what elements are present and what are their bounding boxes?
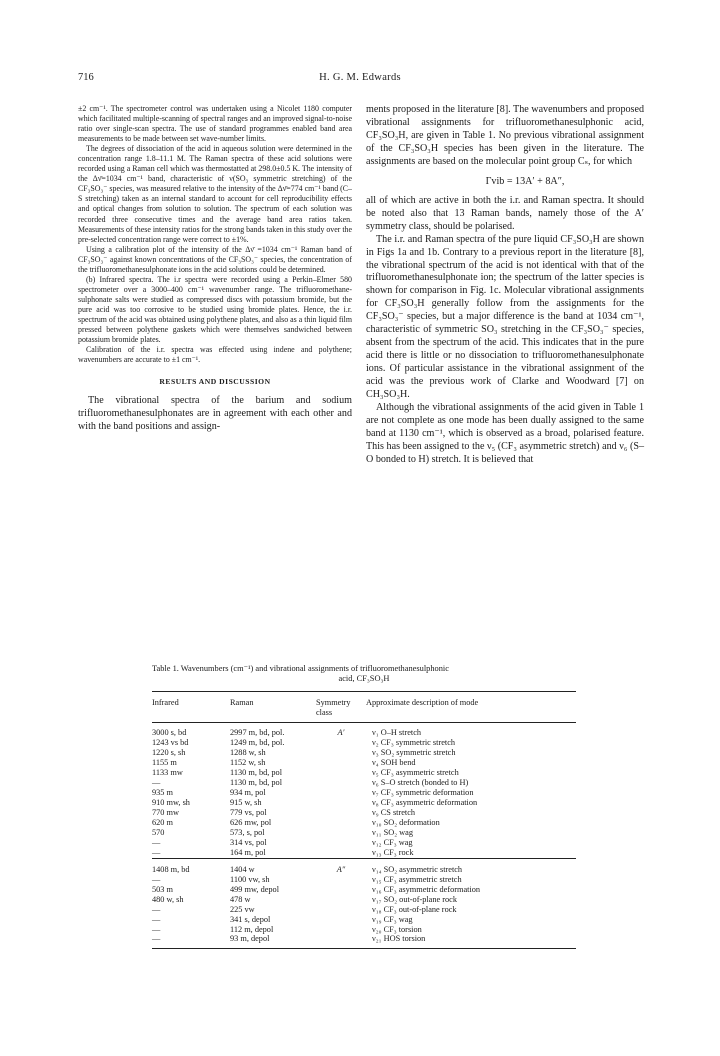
infrared-cell: — [152,904,161,914]
table-row [152,748,576,758]
infrared-cell: 1133 mw [152,768,183,778]
infrared-cell: 1220 s, sh [152,748,186,758]
table-1 [152,664,576,949]
table-row [152,915,576,925]
raman-cell: 626 mw, pol [230,817,272,827]
symmetry-cell [316,934,366,948]
paragraph: all of which are active in both the i.r. and Raman spectra. It should be noted also that 13 Raman bands, namely those of the A′ symmetry class, should be polarised. [366,194,644,232]
table-row [152,838,576,848]
raman-cell: 2997 m, bd, pol. [230,728,285,738]
caption-line: acid, CF₃SO₃H [338,674,390,684]
paragraph: The degrees of dissociation of the acid in aqueous solution were determined in the concentration range 1.8–11.1 M. The Raman spectra of these acid solutions were recorded using a Raman cell which was thermostatted at 298.0±0.5 K. The intensity of the Δν̄=1034 cm⁻¹ band, characteristic of ν(SO₃ symmetric stretching) of the CF₃SO₃⁻ species, was measured relative to the intensity of the Δν̄=774 cm⁻¹ band (C–S stretching) taken as an internal standard to account for cell reproducibility effects and optical changes from solution to solution. The spectrum of each solution was recorded three consecutive times and the average band area ratios taken. Measurements of these intensity ratios for the strong bands taken in this study over the pre-selected concentration range were correct to ±1%. [78,144,352,244]
symmetry-cell [316,875,366,885]
mode-cell: ν₃ SO₂ symmetric stretch [372,748,456,758]
table-group-a-prime [152,723,576,858]
table-caption [152,664,576,685]
mode-cell: ν₁₁ SO₂ wag [372,827,414,837]
column-header: Raman [230,697,254,707]
paragraph: The i.r. and Raman spectra of the pure liquid CF₃SO₃H are shown in Figs 1a and 1b. Contrary to a previous report in the literature [8], the vibrational spectrum of the acid is not identical with that of the trifluoromethanesulphonate ion; the spectrum of the latter species is shown for comparison in Fig. 1c. Molecular vibrational assignments for CF₃SO₃H generally follow from the assignments for the CF₃SO₃⁻ species, but a major difference is the band at 1034 cm⁻¹, characteristic of symmetric SO₃ stretching in the CF₃SO₃⁻ species, absent from the spectrum of the acid. This indicates that in the pure acid there is little or no dissociation to trifluoromethanesulphonate ions. Of particular assistance in the vibrational assignment of the acid was the previous work of Clarke and Woodward [7] on CH₃SO₃H. [366,233,644,401]
mode-cell: ν₁₈ CF₃ out-of-plane rock [372,904,457,914]
symmetry-cell [316,828,366,838]
mode-cell: ν₇ CF₃ symmetric deformation [372,788,474,798]
raman-cell: 225 vw [230,904,255,914]
symmetry-cell [316,798,366,808]
running-head: H. G. M. Edwards [319,72,401,83]
mode-cell: ν₁ O–H stretch [372,728,422,738]
infrared-cell: — [152,924,161,934]
raman-cell: 93 m, depol [230,934,270,944]
raman-cell: 779 vs, pol [230,808,267,818]
infrared-cell: 910 mw, sh [152,798,190,808]
infrared-cell: 480 w, sh [152,894,184,904]
symmetry-cell [316,838,366,848]
infrared-cell: — [152,778,161,788]
infrared-cell: — [152,847,161,857]
raman-cell: 1100 vw, sh [230,874,270,884]
table-row [152,808,576,818]
symmetry-cell [316,895,366,905]
mode-cell: ν₂₁ HOS torsion [372,934,426,944]
raman-cell: 164 m, pol [230,847,266,857]
raman-cell: 1288 w, sh [230,748,266,758]
paragraph: Calibration of the i.r. spectra was effected using indene and polythene; wavenumbers are accurate to ±1 cm⁻¹. [78,345,352,365]
table-group-a-double-prime [152,858,576,949]
raman-cell: 478 w [230,894,251,904]
table-row [152,768,576,778]
table-row [152,848,576,858]
mode-cell: ν₂₀ CF₃ torsion [372,924,422,934]
infrared-cell: 503 m [152,884,173,894]
raman-cell: 934 m, pol [230,788,266,798]
raman-cell: 314 vs, pol [230,837,267,847]
mode-cell: ν₁₄ SO₂ asymmetric stretch [372,864,463,874]
table-row [152,788,576,798]
paragraph: Although the vibrational assignments of the acid given in Table 1 are not complete as one mode has been dually assigned to the same band at 1130 cm⁻¹, which is observed as a broad, polarised feature. This has been assigned to the ν₅ (CF₃ asymmetric stretch) and ν₆ (S–O bonded to H) stretch. It is believed that [366,402,644,465]
mode-cell: ν₂ CF₃ symmetric stretch [372,738,456,748]
raman-cell: 915 w, sh [230,798,262,808]
symmetry-cell [316,748,366,758]
mode-cell: ν₈ CF₃ asymmetric deformation [372,798,478,808]
raman-cell: 1130 m, bd, pol [230,768,283,778]
caption-line: Table 1. Wavenumbers (cm⁻¹) and vibrational assignments of trifluoromethanesulphonic [152,664,449,673]
symmetry-cell [316,915,366,925]
mode-cell: ν₁₆ CF₃ asymmetric deformation [372,884,481,894]
table-row [152,925,576,935]
infrared-cell: — [152,837,161,847]
table-row [152,798,576,808]
mode-cell: ν₅ CF₃ asymmetric stretch [372,768,459,778]
symmetry-cell [316,885,366,895]
symmetry-cell [316,905,366,915]
raman-cell: 1249 m, bd, pol. [230,738,285,748]
symmetry-cell [316,788,366,798]
table-row [152,885,576,895]
symmetry-cell: A′ [337,728,345,738]
paragraph: ments proposed in the literature [8]. The wavenumbers and proposed vibrational assignments for trifluoromethanesulphonic acid, CF₃SO₃H, are given in Table 1. No previous vibrational assignment of the CF₃SO₃H species has been given in the literature. The assignments are based on the molecular point group Cₛ, for which [366,104,644,167]
table-row [152,723,576,738]
wavenumber-table [152,691,576,950]
symmetry-cell [316,848,366,858]
infrared-cell: — [152,934,161,944]
raman-cell: 573, s, pol [230,827,265,837]
paragraph: Using a calibration plot of the intensity of the Δν̄ =1034 cm⁻¹ Raman band of CF₃SO₃⁻ against known concentrations of the CF₃SO₃⁻ species, the concentration of the trifluoromethanesulphonate ions in the acid solutions could be determined. [78,244,352,274]
table-row [152,875,576,885]
symmetry-cell [316,738,366,748]
left-column [78,104,352,434]
column-header: Approximate description of mode [366,697,479,707]
symmetry-cell [316,818,366,828]
symmetry-cell: A″ [336,864,346,874]
infrared-cell: 770 mw [152,808,179,818]
symmetry-cell [316,808,366,818]
raman-cell: 1130 m, bd, pol [230,778,283,788]
right-column [366,104,644,467]
methods-text [78,104,352,365]
infrared-cell: 935 m [152,788,173,798]
mode-cell: ν₉ CS stretch [372,808,416,818]
symmetry-cell [316,925,366,935]
table-row [152,905,576,915]
table-row [152,858,576,874]
column-header: Infrared [152,697,179,707]
raman-cell: 112 m, depol [230,924,274,934]
mode-cell: ν₁₀ SO₂ deformation [372,817,440,827]
column-header: Symmetry class [316,697,351,717]
infrared-cell: — [152,874,161,884]
table-row [152,895,576,905]
section-heading: RESULTS AND DISCUSSION [159,377,271,387]
page-number: 716 [78,72,94,83]
table-row [152,758,576,768]
infrared-cell: 3000 s, bd [152,728,187,738]
symmetry-cell [316,758,366,768]
infrared-cell: 1408 m, bd [152,864,190,874]
infrared-cell: 1243 vs bd [152,738,189,748]
raman-cell: 499 mw, depol [230,884,280,894]
table-row [152,934,576,948]
equation: Γvib = 13A′ + 8A″, [485,175,565,187]
infrared-cell: — [152,914,161,924]
raman-cell: 341 s, depol [230,914,271,924]
infrared-cell: 1155 m [152,758,177,768]
mode-cell: ν₁₉ CF₃ wag [372,914,413,924]
infrared-cell: 570 [152,827,165,837]
raman-cell: 1404 w [230,864,255,874]
mode-cell: ν₁₅ CF₃ asymmetric stretch [372,874,462,884]
paragraph: (b) Infrared spectra. The i.r spectra were recorded using a Perkin–Elmer 580 spectrometer over a 3000–400 cm⁻¹ wavenumber range. The trifluoromethane-sulphonate salts were studied as compressed discs with potassium bromide, but the pure acid was too corrosive to be studied using bromide plates. Hence, the i.r. spectrum of the acid was obtained using polythene plates, and also as a thin liquid film pressed between polythene gaskets which were themselves sandwiched between potassium bromide plates. [78,274,352,345]
table-row [152,738,576,748]
table-row [152,778,576,788]
mode-cell: ν₆ S–O stretch (bonded to H) [372,778,469,788]
table-row [152,818,576,828]
symmetry-cell [316,778,366,788]
infrared-cell: 620 m [152,817,173,827]
mode-cell: ν₁₂ CF₃ wag [372,837,413,847]
mode-cell: ν₄ SOH bend [372,758,416,768]
table-row [152,828,576,838]
mode-cell: ν₁₇ SO₂ out-of-plane rock [372,894,458,904]
paragraph: The vibrational spectra of the barium and sodium trifluoromethanesulphonates are in agreement with each other and with the band positions and assign- [78,395,352,433]
raman-cell: 1152 w, sh [230,758,266,768]
mode-cell: ν₁₃ CF₃ rock [372,847,414,857]
paragraph: ±2 cm⁻¹. The spectrometer control was undertaken using a Nicolet 1180 computer which facilitated multiple-scanning of spectral ranges and an improved signal-to-noise ratio over single-scan spectra. The use of standard programmes enabled band area measurements to be made between set wave-number limits. [78,104,352,144]
symmetry-cell [316,768,366,778]
